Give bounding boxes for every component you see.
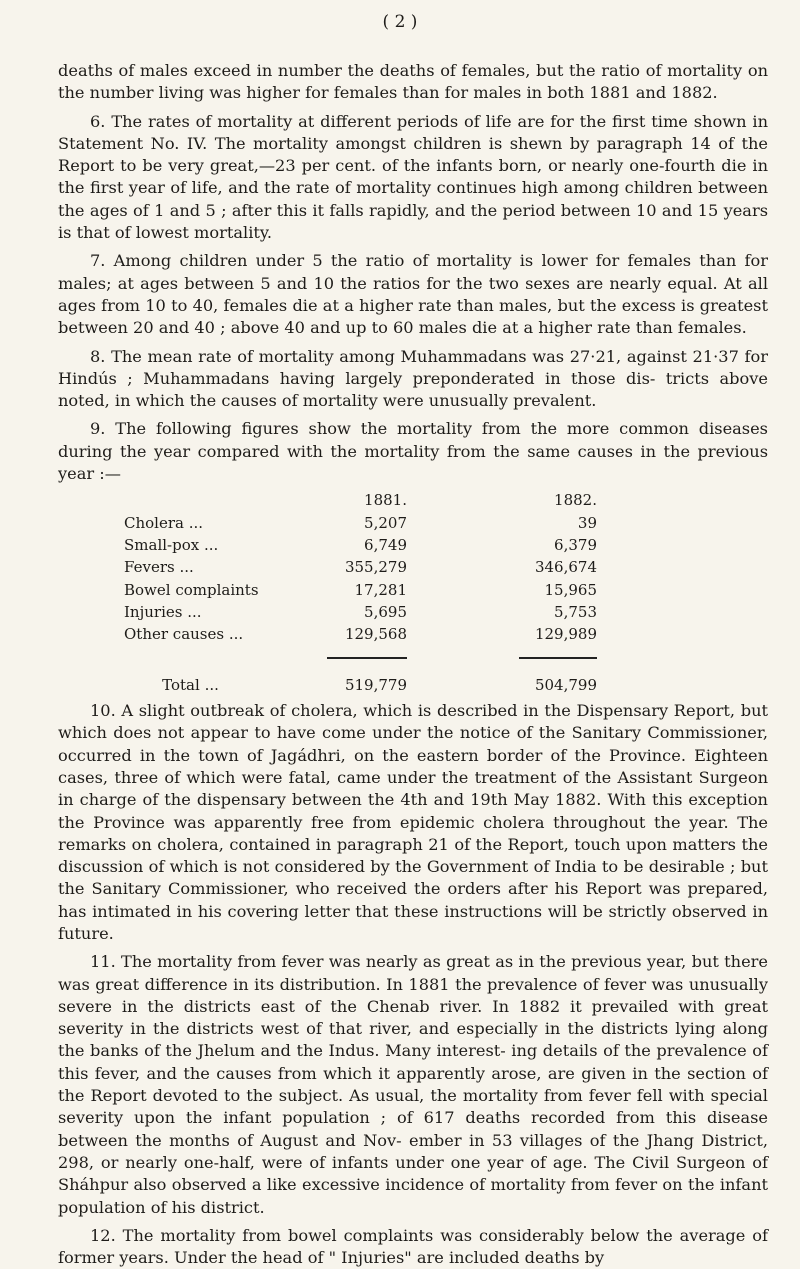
paragraph-9: 9. The following figures show the mortality from the more common diseases during the year compared with the mortality from the same causes in the previous year :— [58,419,768,484]
row-label: Small-pox ... [124,536,219,555]
row-label: Bowel complaints [124,580,259,599]
paragraph-6: 6. The rates of mortality at different periods of life are for the first time shown in Statement No. IV. The mortality amongst children is shewn by paragraph 14 of the Report to be very great,—23 per cent. of the infants born, or nearly one-fourth die in the first year of life, and the rate of mortality continues high among children between the ages of 1 and 5 ; after this it falls rapidly, and the period between 10 and 15 years is that of lowest mortality. [58,111,768,243]
paragraph-12: 12. The mortality from bowel complaints was considerably below the average of former years. Under the head of " Injuries" are included deaths by [58,1225,768,1268]
total-1881: 519,779 [344,675,407,694]
page-number: ( 2 ) [382,12,418,32]
value-1882: 6,379 [554,536,597,555]
paragraph-7: 7. Among children under 5 the ratio of mortality is lower for females than for males; at ages between 5 and 10 the ratios for the two sexes are nearly equal. At all ages from 10 to 40, females die at a higher rate than males, but the excess is greatest between 20 and 40 ; above 40 and up to 60 males die at a higher rate than females. [58,251,768,338]
table-row [124,623,597,645]
mortality-table [124,489,597,696]
table-row [124,556,597,578]
page-body [58,60,768,1269]
total-1882: 504,799 [534,675,597,694]
value-1882: 39 [577,513,597,532]
paragraph-10: 10. A slight outbreak of cholera, which is described in the Dispensary Report, but which does not appear to have come under the notice of the Sanitary Commissioner, occurred in the town of Jagádhri, on the eastern border of the Province. Eighteen cases, three of which were fatal, came under the treatment of the Assistant Surgeon in charge of the dispensary between the 4th and 19th May 1882. With this exception the Province was apparently free from epidemic cholera throughout the year. The remarks on cholera, contained in paragraph 21 of the Report, touch upon matters the discussion of which is not considered by the Government of India to be desirable ; but the Sanitary Commissioner, who received the orders after his Report was prepared, has intimated in his covering letter that these instructions will be strictly observed in future. [58,701,768,943]
table-row [124,512,597,534]
value-1881: 6,749 [364,536,407,555]
table-header-row [124,489,597,511]
table-row [124,601,597,623]
value-1881: 5,207 [364,513,407,532]
year-1882-header: 1882. [554,491,597,510]
value-1882: 346,674 [534,558,597,577]
value-1881: 129,568 [344,625,407,644]
year-1881-header: 1881. [364,491,407,510]
value-1881: 5,695 [364,602,407,621]
table-total-row [124,668,597,696]
row-label: Other causes ... [124,625,244,644]
total-rule [327,657,407,659]
paragraph-11: 11. The mortality from fever was nearly as great as in the previous year, but there was great difference in its distribution. In 1881 the prevalence of fever was unusually severe in the districts east of the Chenab river. In 1882 it prevailed with great severity in the districts west of that river, and especially in the districts lying along the banks of the Jhelum and the Indus. Many interest- ing details of the prevalence of this fever, and the causes from which it apparently arose, are given in the section of the Report devoted to the subject. As usual, the mortality from fever fell with special severity upon the infant population ; of 617 deaths recorded from this disease between the months of August and Nov- ember in 53 villages of the Jhang District, 298, or nearly one-half, were of infants under one year of age. The Civil Surgeon of Sháhpur also observed a like excessive incidence of mortality from fever on the infant population of his district. [58,952,768,1217]
table-row [124,534,597,556]
value-1882: 129,989 [534,625,597,644]
value-1882: 15,965 [544,580,597,599]
table-rule-row [124,645,597,667]
paragraph-8: 8. The mean rate of mortality among Muhammadans was 27·21, against 21·37 for Hindús ; Muhammadans having largely preponderated in those dis- tricts above noted, in which the causes of mortality were unusually prevalent. [58,346,768,411]
row-label: Injuries ... [124,602,202,621]
value-1881: 17,281 [354,580,407,599]
row-label: Cholera ... [124,513,204,532]
table-row [124,579,597,601]
total-label: Total ... [162,675,219,694]
row-label: Fevers ... [124,558,194,577]
value-1882: 5,753 [554,602,597,621]
paragraph-5-continued: deaths of males exceed in number the deaths of females, but the ratio of mortality on the number living was higher for females than for males in both 1881 and 1882. [58,61,768,103]
value-1881: 355,279 [344,558,407,577]
total-rule [519,657,597,659]
